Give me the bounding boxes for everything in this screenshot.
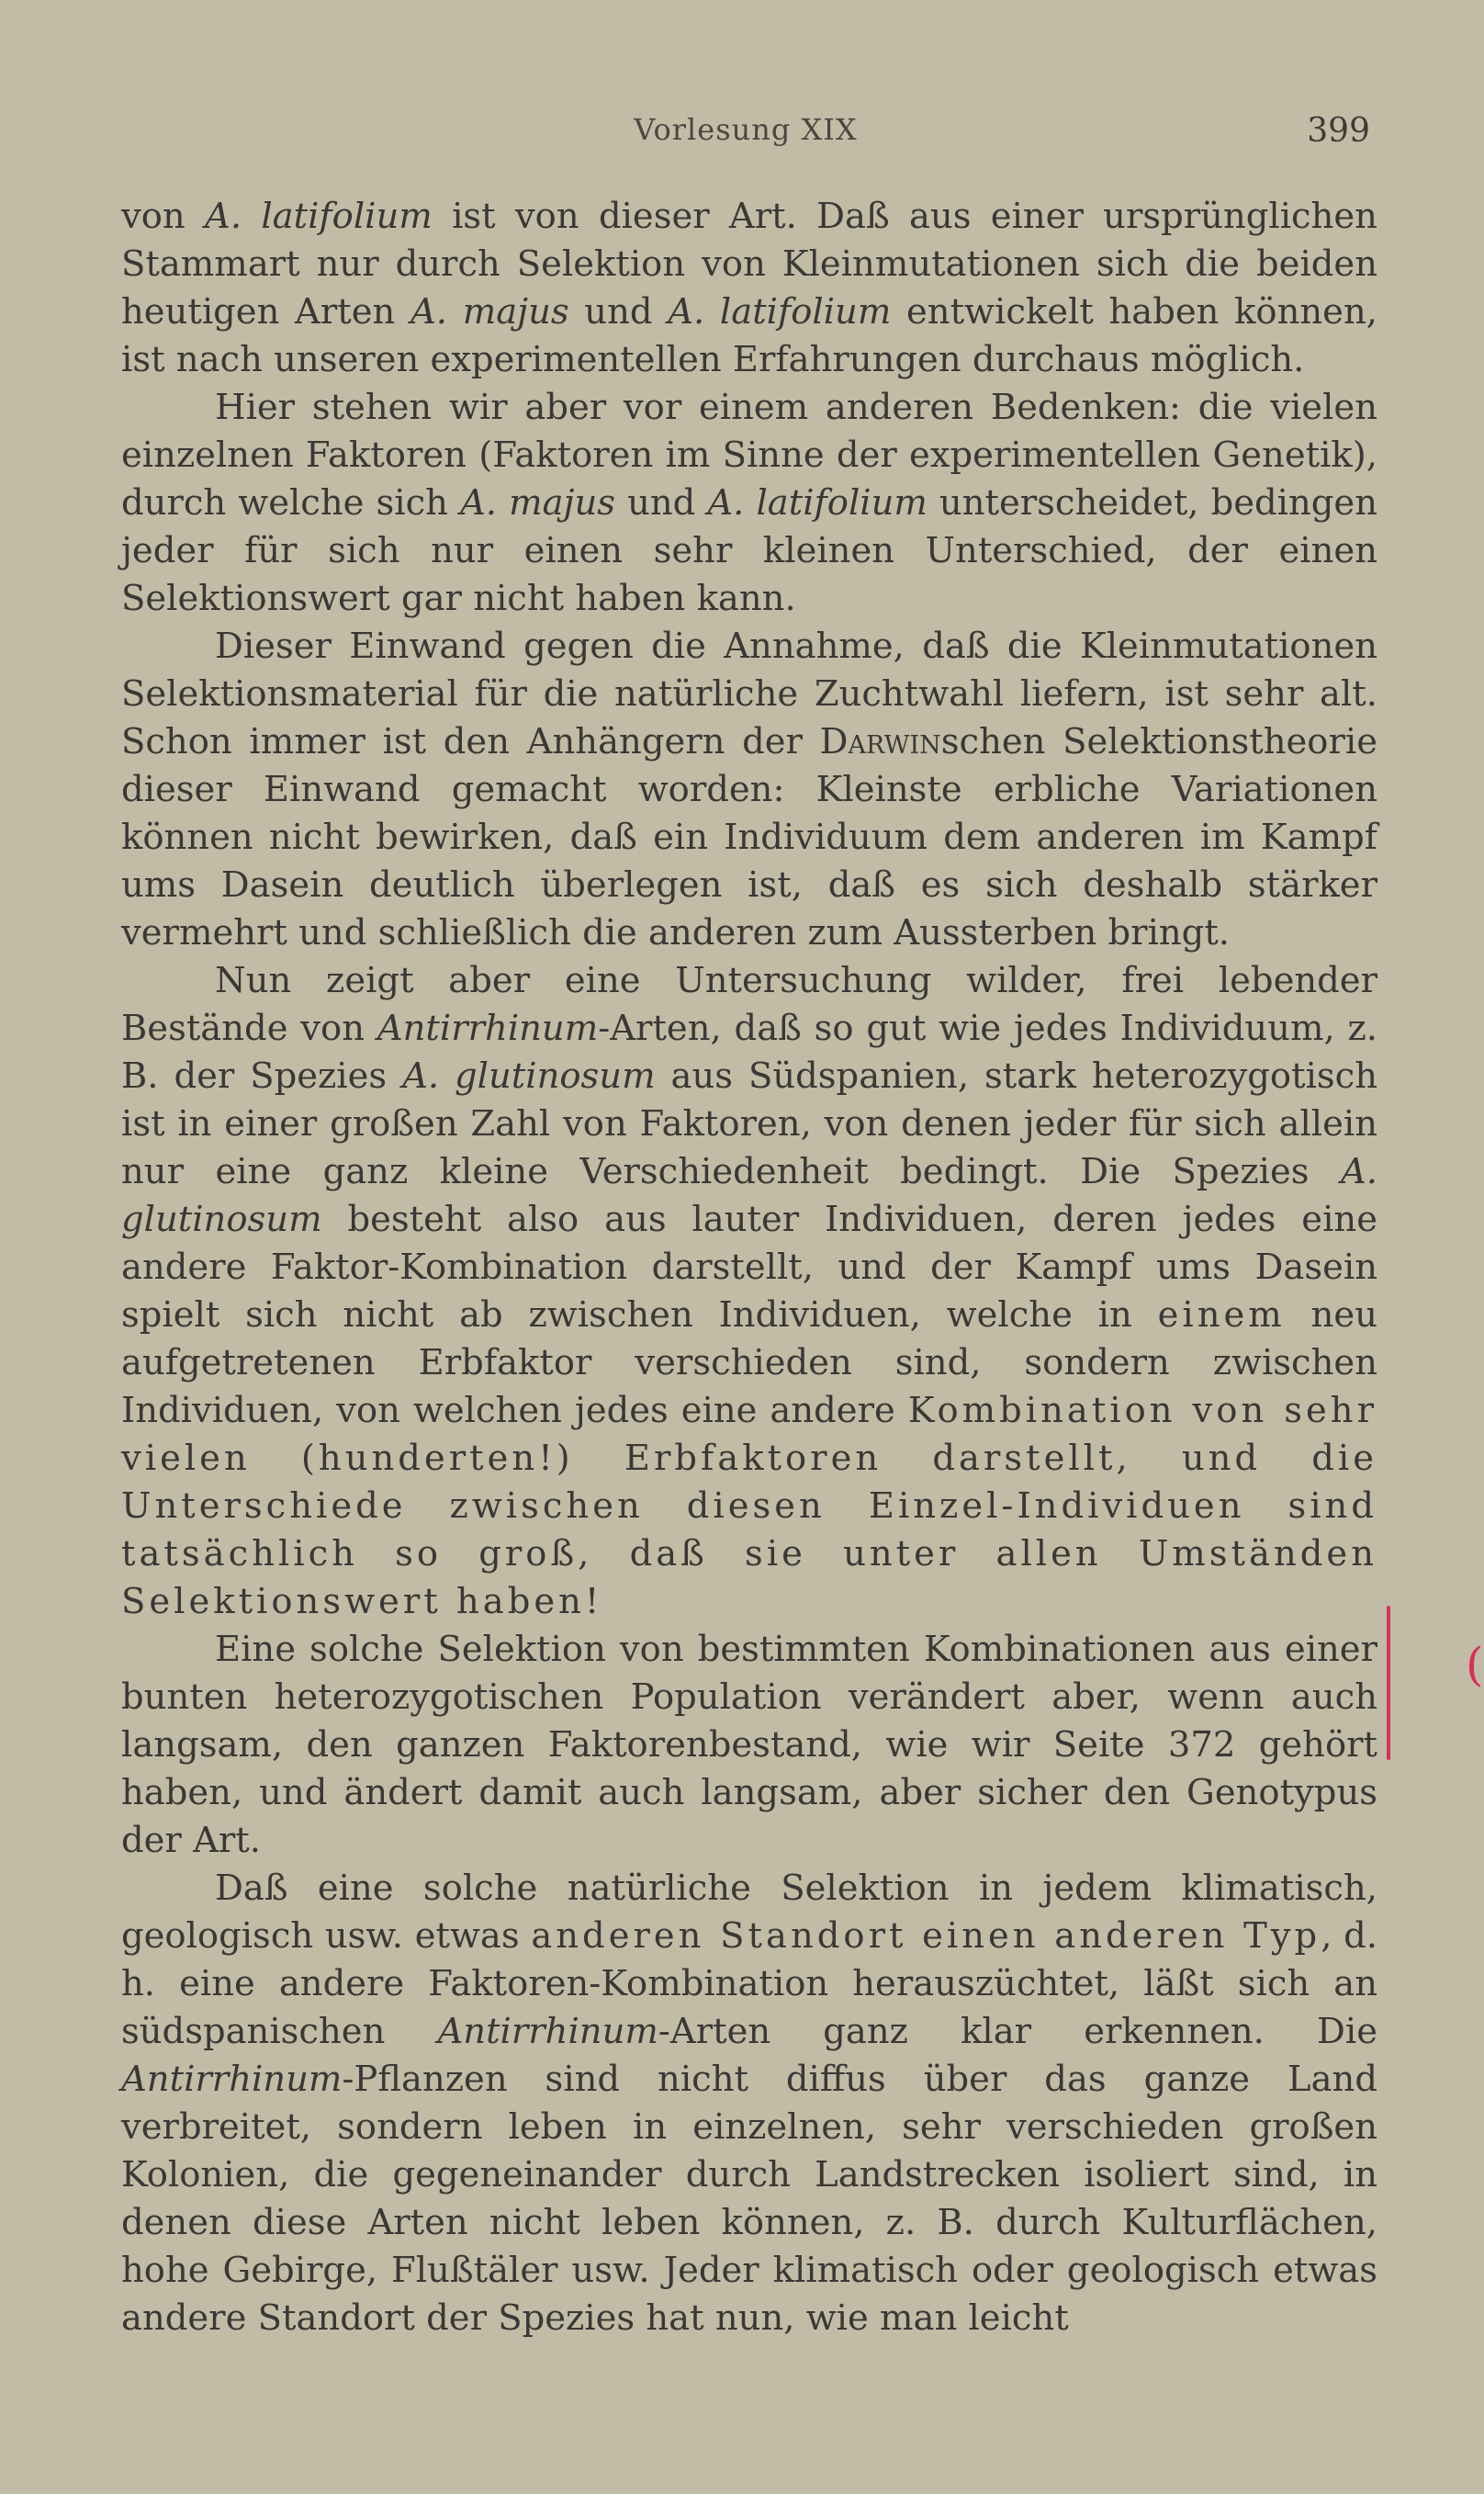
emphasis-spaced: anderen Standort einen anderen Typ	[531, 1915, 1321, 1957]
text-run: aus Südspanien, stark heterozygotisch ist in einer großen Zahl von Faktoren, von denen jeder für sich allein nur eine ganz kleine Verschiedenheit bedingt. Die Spezies	[121, 1055, 1378, 1192]
text-run: Hier stehen wir aber vor einem anderen Bedenken: die vielen einzelnen Faktoren (Faktoren im Sinne der experimentellen Genetik), durch welche sich	[121, 387, 1377, 524]
text-run: und	[568, 291, 669, 333]
author-name: Darwin	[819, 721, 941, 762]
running-header	[121, 112, 1370, 158]
species-name: A. glutinosum	[402, 1055, 656, 1097]
text-run: Eine solche Selektion von bestimmten Kombinationen aus einer bunten heterozygotischen Population verändert aber, wenn auch langsam, den ganzen Faktorenbestand, wie wir Seite 372 gehört haben, und ändert damit auch langsam, aber sicher den Genotypus der Art.	[121, 1629, 1377, 1861]
genus-name: Antirrhinum	[437, 2011, 658, 2052]
text-run: neu aufgetretenen Erbfaktor verschieden sind, sondern zwischen Individuen, von welchen jedes eine andere	[121, 1294, 1377, 1431]
species-name: A. majus	[410, 291, 569, 333]
text-run: ist von dieser Art. Daß aus einer ursprünglichen Stammart nur durch Selektion von Kleinmutationen sich die beiden heutigen Arten	[121, 196, 1377, 333]
paragraph-2	[121, 384, 1377, 623]
emphasis-spaced: Kombination von sehr vielen (hunderten!) Erbfaktoren darstellt, und die Unterschiede zwischen diesen Einzel-Individuen sind tatsächlich so groß, daß sie unter allen Umständen Selektionswert haben!	[121, 1390, 1377, 1622]
text-run: und	[615, 482, 708, 524]
text-run: unterscheidet, bedingen jeder für sich nur einen sehr kleinen Unterschied, der einen Selektionswert gar nicht haben kann.	[121, 482, 1377, 619]
species-name: A. latifolium	[668, 291, 892, 333]
page-number: 399	[1307, 112, 1370, 150]
margin-pen-mark: (	[1466, 1638, 1484, 1691]
species-name: A. latifolium	[205, 196, 433, 237]
text-run: Nun zeigt aber eine Untersuchung wilder, frei lebender Bestände von	[121, 960, 1377, 1049]
genus-name: Antirrhinum	[377, 1008, 599, 1049]
species-name: A. majus	[459, 482, 616, 524]
text-run: -Arten ganz klar erkennen. Die	[658, 2011, 1377, 2052]
paragraph-6	[121, 1865, 1377, 2342]
text-run: besteht also aus lauter Individuen, deren jedes eine andere Faktor-Kombination darstellt, und der Kampf ums Dasein spielt sich nicht ab zwischen Individuen, welche in	[121, 1199, 1377, 1336]
paragraph-1	[121, 193, 1377, 384]
margin-highlight-mark	[1387, 1606, 1390, 1760]
text-run: Daß eine solche natürliche Selektion in jedem klimatisch, geologisch usw. etwas	[121, 1868, 1377, 1957]
text-run: -Arten, daß so gut wie jedes Individuum, z. B. der Spezies	[121, 1008, 1378, 1097]
genus-name: Antirrhinum	[121, 2059, 343, 2100]
running-title: Vorlesung XIX	[634, 112, 858, 147]
paragraph-5	[121, 1626, 1377, 1865]
emphasis-spaced: einem	[1157, 1294, 1286, 1336]
paragraph-4	[121, 957, 1377, 1626]
text-run: , d. h. eine andere Faktoren-Kombination herauszüchtet, läßt sich an südspanischen	[121, 1915, 1378, 2052]
paragraph-3	[121, 623, 1377, 957]
species-name: A. latifolium	[707, 482, 928, 524]
body-text	[121, 193, 1377, 2342]
text-run: Dieser Einwand gegen die Annahme, daß die Kleinmutationen Selektionsmaterial für die natürliche Zuchtwahl liefern, ist sehr alt. Schon immer ist den Anhängern der	[121, 626, 1377, 762]
text-run: -Pflanzen sind nicht diffus über das ganze Land verbreitet, sondern leben in einzelnen, sehr verschieden großen Kolonien, die gegeneinander durch Landstrecken isoliert sind, in denen diese Arten nicht leben können, z. B. durch Kulturflächen, hohe Gebirge, Flußtäler usw. Jeder klimatisch oder geologisch etwas andere Standort der Spezies hat nun, wie man leicht	[121, 2059, 1377, 2339]
text-run: entwickelt haben können, ist nach unseren experimentellen Erfahrungen durchaus möglich.	[121, 291, 1378, 380]
text-run: von	[121, 196, 206, 237]
species-name: A. glutinosum	[121, 1151, 1377, 1240]
text-run: schen Selektionstheorie dieser Einwand gemacht worden: Kleinste erbliche Variationen können nicht bewirken, daß ein Individuum dem anderen im Kampf ums Dasein deutlich überlegen ist, daß es sich deshalb stärker vermehrt und schließlich die anderen zum Aussterben bringt.	[121, 721, 1377, 954]
